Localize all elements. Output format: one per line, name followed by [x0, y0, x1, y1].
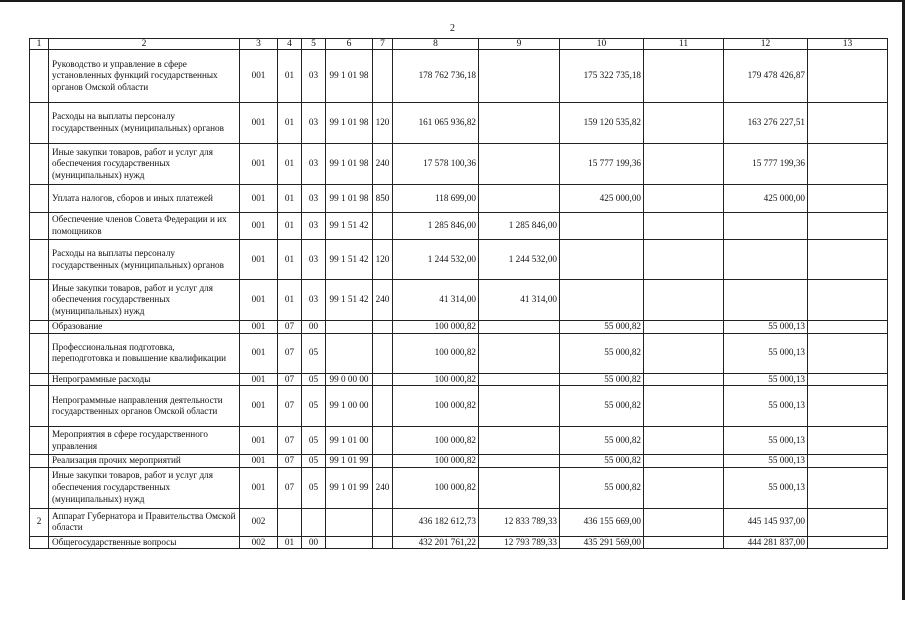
- expense-name-cell: Мероприятия в сфере государственного управления: [49, 427, 240, 455]
- header-cell: 9: [479, 39, 560, 50]
- subsection-code-cell: 03: [302, 240, 326, 280]
- amount-col11-cell: [644, 386, 724, 427]
- expense-type-cell: 240: [373, 144, 393, 185]
- row-number-cell: [30, 333, 49, 373]
- ministry-code-cell: 001: [240, 144, 278, 185]
- expense-name-cell: Общегосударственные вопросы: [49, 536, 240, 549]
- section-code-cell: [278, 508, 302, 536]
- amount-col8-cell: 178 762 736,18: [393, 50, 479, 103]
- section-code-cell: 07: [278, 333, 302, 373]
- row-number-cell: [30, 467, 49, 508]
- header-cell: 7: [373, 39, 393, 50]
- header-cell: 11: [644, 39, 724, 50]
- amount-col13-cell: [808, 536, 888, 549]
- table-row: [30, 280, 888, 321]
- amount-col10-cell: 55 000,82: [560, 386, 644, 427]
- ministry-code-cell: 001: [240, 103, 278, 144]
- subsection-code-cell: 05: [302, 427, 326, 455]
- expense-name-cell: Иные закупки товаров, работ и услуг для обеспечения государственных (муниципальных) нужд: [49, 280, 240, 321]
- amount-col8-cell: 17 578 100,36: [393, 144, 479, 185]
- header-cell: 8: [393, 39, 479, 50]
- amount-col10-cell: 55 000,82: [560, 455, 644, 468]
- expense-type-cell: [373, 50, 393, 103]
- row-number-cell: [30, 455, 49, 468]
- amount-col12-cell: 55 000,13: [724, 386, 808, 427]
- amount-col12-cell: 55 000,13: [724, 455, 808, 468]
- amount-col8-cell: 1 285 846,00: [393, 213, 479, 240]
- expense-type-cell: 120: [373, 103, 393, 144]
- amount-col9-cell: 1 244 532,00: [479, 240, 560, 280]
- amount-col11-cell: [644, 467, 724, 508]
- amount-col8-cell: 100 000,82: [393, 333, 479, 373]
- subsection-code-cell: 05: [302, 333, 326, 373]
- amount-col13-cell: [808, 213, 888, 240]
- amount-col10-cell: [560, 213, 644, 240]
- amount-col9-cell: [479, 50, 560, 103]
- subsection-code-cell: 05: [302, 455, 326, 468]
- expense-type-cell: [373, 386, 393, 427]
- amount-col10-cell: 425 000,00: [560, 185, 644, 213]
- subsection-code-cell: 03: [302, 185, 326, 213]
- header-cell: 10: [560, 39, 644, 50]
- expense-name-cell: Обеспечение членов Совета Федерации и их помощников: [49, 213, 240, 240]
- amount-col13-cell: [808, 240, 888, 280]
- target-article-cell: 99 1 01 98: [326, 144, 373, 185]
- amount-col11-cell: [644, 50, 724, 103]
- section-code-cell: 07: [278, 386, 302, 427]
- amount-col9-cell: [479, 103, 560, 144]
- expense-type-cell: [373, 333, 393, 373]
- amount-col13-cell: [808, 373, 888, 386]
- amount-col8-cell: 100 000,82: [393, 321, 479, 334]
- expense-type-cell: [373, 508, 393, 536]
- amount-col12-cell: 445 145 937,00: [724, 508, 808, 536]
- expense-type-cell: [373, 321, 393, 334]
- amount-col9-cell: [479, 427, 560, 455]
- section-code-cell: 01: [278, 103, 302, 144]
- expense-name-cell: Иные закупки товаров, работ и услуг для обеспечения государственных (муниципальных) нужд: [49, 144, 240, 185]
- ministry-code-cell: 001: [240, 427, 278, 455]
- amount-col11-cell: [644, 185, 724, 213]
- amount-col8-cell: 432 201 761,22: [393, 536, 479, 549]
- subsection-code-cell: 00: [302, 536, 326, 549]
- amount-col9-cell: [479, 467, 560, 508]
- subsection-code-cell: 05: [302, 386, 326, 427]
- table-row: [30, 508, 888, 536]
- amount-col11-cell: [644, 508, 724, 536]
- amount-col10-cell: 159 120 535,82: [560, 103, 644, 144]
- amount-col9-cell: 12 793 789,33: [479, 536, 560, 549]
- expense-type-cell: [373, 213, 393, 240]
- table-row: [30, 536, 888, 549]
- header-cell: 3: [240, 39, 278, 50]
- expense-name-cell: Непрограммные расходы: [49, 373, 240, 386]
- expense-type-cell: 240: [373, 280, 393, 321]
- amount-col13-cell: [808, 508, 888, 536]
- row-number-cell: [30, 386, 49, 427]
- amount-col11-cell: [644, 427, 724, 455]
- amount-col13-cell: [808, 455, 888, 468]
- amount-col12-cell: 55 000,13: [724, 373, 808, 386]
- amount-col11-cell: [644, 455, 724, 468]
- ministry-code-cell: 002: [240, 536, 278, 549]
- amount-col12-cell: [724, 280, 808, 321]
- amount-col9-cell: 1 285 846,00: [479, 213, 560, 240]
- amount-col11-cell: [644, 144, 724, 185]
- ministry-code-cell: 001: [240, 373, 278, 386]
- scan-border-top: [0, 0, 905, 2]
- ministry-code-cell: 001: [240, 280, 278, 321]
- row-number-cell: [30, 213, 49, 240]
- target-article-cell: 99 1 01 98: [326, 185, 373, 213]
- section-code-cell: 01: [278, 536, 302, 549]
- table-row: [30, 455, 888, 468]
- amount-col8-cell: 100 000,82: [393, 467, 479, 508]
- amount-col8-cell: 100 000,82: [393, 427, 479, 455]
- amount-col9-cell: [479, 373, 560, 386]
- amount-col11-cell: [644, 213, 724, 240]
- amount-col13-cell: [808, 50, 888, 103]
- amount-col10-cell: 55 000,82: [560, 333, 644, 373]
- table-row: [30, 333, 888, 373]
- amount-col10-cell: 55 000,82: [560, 373, 644, 386]
- section-code-cell: 01: [278, 185, 302, 213]
- amount-col8-cell: 100 000,82: [393, 386, 479, 427]
- amount-col12-cell: 55 000,13: [724, 467, 808, 508]
- table-row: [30, 144, 888, 185]
- target-article-cell: [326, 321, 373, 334]
- amount-col8-cell: 436 182 612,73: [393, 508, 479, 536]
- header-cell: 2: [49, 39, 240, 50]
- section-code-cell: 01: [278, 144, 302, 185]
- amount-col12-cell: [724, 240, 808, 280]
- subsection-code-cell: 03: [302, 50, 326, 103]
- amount-col8-cell: 41 314,00: [393, 280, 479, 321]
- amount-col12-cell: 55 000,13: [724, 321, 808, 334]
- amount-col8-cell: 118 699,00: [393, 185, 479, 213]
- table-row: [30, 427, 888, 455]
- amount-col8-cell: 161 065 936,82: [393, 103, 479, 144]
- table-row: [30, 321, 888, 334]
- amount-col10-cell: 55 000,82: [560, 427, 644, 455]
- row-number-cell: [30, 144, 49, 185]
- amount-col11-cell: [644, 280, 724, 321]
- ministry-code-cell: 002: [240, 508, 278, 536]
- target-article-cell: 99 1 51 42: [326, 240, 373, 280]
- table-row: [30, 373, 888, 386]
- header-cell: 13: [808, 39, 888, 50]
- amount-col12-cell: 425 000,00: [724, 185, 808, 213]
- target-article-cell: 99 1 01 00: [326, 427, 373, 455]
- table-row: [30, 103, 888, 144]
- table-row: [30, 50, 888, 103]
- subsection-code-cell: 03: [302, 144, 326, 185]
- ministry-code-cell: 001: [240, 185, 278, 213]
- section-code-cell: 01: [278, 50, 302, 103]
- subsection-code-cell: 00: [302, 321, 326, 334]
- amount-col10-cell: 15 777 199,36: [560, 144, 644, 185]
- row-number-cell: [30, 240, 49, 280]
- amount-col11-cell: [644, 321, 724, 334]
- expense-type-cell: 850: [373, 185, 393, 213]
- amount-col8-cell: 100 000,82: [393, 455, 479, 468]
- row-number-cell: 2: [30, 508, 49, 536]
- amount-col10-cell: 55 000,82: [560, 467, 644, 508]
- amount-col12-cell: 55 000,13: [724, 333, 808, 373]
- section-code-cell: 01: [278, 213, 302, 240]
- section-code-cell: 07: [278, 467, 302, 508]
- amount-col13-cell: [808, 280, 888, 321]
- row-number-cell: [30, 50, 49, 103]
- subsection-code-cell: 05: [302, 467, 326, 508]
- section-code-cell: 07: [278, 321, 302, 334]
- amount-col10-cell: 55 000,82: [560, 321, 644, 334]
- amount-col13-cell: [808, 427, 888, 455]
- expense-name-cell: Расходы на выплаты персоналу государственных (муниципальных) органов: [49, 103, 240, 144]
- expense-type-cell: [373, 455, 393, 468]
- row-number-cell: [30, 185, 49, 213]
- budget-table: [29, 38, 888, 549]
- section-code-cell: 07: [278, 373, 302, 386]
- amount-col9-cell: [479, 185, 560, 213]
- section-code-cell: 01: [278, 280, 302, 321]
- amount-col9-cell: 12 833 789,33: [479, 508, 560, 536]
- row-number-cell: [30, 280, 49, 321]
- expense-name-cell: Расходы на выплаты персоналу государственных (муниципальных) органов: [49, 240, 240, 280]
- expense-type-cell: [373, 536, 393, 549]
- subsection-code-cell: 03: [302, 213, 326, 240]
- amount-col9-cell: [479, 386, 560, 427]
- amount-col13-cell: [808, 144, 888, 185]
- row-number-cell: [30, 427, 49, 455]
- subsection-code-cell: 03: [302, 103, 326, 144]
- amount-col9-cell: [479, 333, 560, 373]
- amount-col13-cell: [808, 321, 888, 334]
- ministry-code-cell: 001: [240, 333, 278, 373]
- expense-type-cell: [373, 373, 393, 386]
- expense-name-cell: Образование: [49, 321, 240, 334]
- amount-col13-cell: [808, 333, 888, 373]
- section-code-cell: 07: [278, 455, 302, 468]
- amount-col11-cell: [644, 240, 724, 280]
- target-article-cell: [326, 333, 373, 373]
- expense-name-cell: Аппарат Губернатора и Правительства Омской области: [49, 508, 240, 536]
- amount-col13-cell: [808, 185, 888, 213]
- amount-col13-cell: [808, 467, 888, 508]
- target-article-cell: 99 1 51 42: [326, 213, 373, 240]
- table-row: [30, 467, 888, 508]
- amount-col10-cell: 175 322 735,18: [560, 50, 644, 103]
- page-number: 2: [450, 23, 455, 34]
- ministry-code-cell: 001: [240, 321, 278, 334]
- section-code-cell: 07: [278, 427, 302, 455]
- ministry-code-cell: 001: [240, 50, 278, 103]
- target-article-cell: 99 1 01 99: [326, 467, 373, 508]
- amount-col10-cell: [560, 280, 644, 321]
- expense-name-cell: Иные закупки товаров, работ и услуг для обеспечения государственных (муниципальных) нужд: [49, 467, 240, 508]
- amount-col12-cell: [724, 213, 808, 240]
- amount-col11-cell: [644, 103, 724, 144]
- amount-col13-cell: [808, 103, 888, 144]
- amount-col10-cell: 435 291 569,00: [560, 536, 644, 549]
- row-number-cell: [30, 103, 49, 144]
- ministry-code-cell: 001: [240, 213, 278, 240]
- amount-col9-cell: [479, 455, 560, 468]
- ministry-code-cell: 001: [240, 240, 278, 280]
- ministry-code-cell: 001: [240, 386, 278, 427]
- ministry-code-cell: 001: [240, 467, 278, 508]
- amount-col12-cell: 15 777 199,36: [724, 144, 808, 185]
- table-row: [30, 386, 888, 427]
- expense-name-cell: Реализация прочих мероприятий: [49, 455, 240, 468]
- amount-col12-cell: 444 281 837,00: [724, 536, 808, 549]
- target-article-cell: 99 1 51 42: [326, 280, 373, 321]
- expense-type-cell: 120: [373, 240, 393, 280]
- target-article-cell: 99 1 00 00: [326, 386, 373, 427]
- subsection-code-cell: 03: [302, 280, 326, 321]
- section-code-cell: 01: [278, 240, 302, 280]
- subsection-code-cell: [302, 508, 326, 536]
- row-number-cell: [30, 373, 49, 386]
- amount-col11-cell: [644, 333, 724, 373]
- target-article-cell: 99 1 01 99: [326, 455, 373, 468]
- amount-col12-cell: 179 478 426,87: [724, 50, 808, 103]
- target-article-cell: 99 1 01 98: [326, 50, 373, 103]
- amount-col12-cell: 163 276 227,51: [724, 103, 808, 144]
- amount-col8-cell: 100 000,82: [393, 373, 479, 386]
- expense-type-cell: [373, 427, 393, 455]
- table-row: [30, 185, 888, 213]
- expense-name-cell: Непрограммные направления деятельности государственных органов Омской области: [49, 386, 240, 427]
- header-cell: 6: [326, 39, 373, 50]
- ministry-code-cell: 001: [240, 455, 278, 468]
- expense-name-cell: Руководство и управление в сфере установленных функций государственных органов Омской области: [49, 50, 240, 103]
- amount-col10-cell: 436 155 669,00: [560, 508, 644, 536]
- expense-name-cell: Профессиональная подготовка, переподготовка и повышение квалификации: [49, 333, 240, 373]
- table-row: [30, 213, 888, 240]
- header-cell: 5: [302, 39, 326, 50]
- header-cell: 4: [278, 39, 302, 50]
- target-article-cell: 99 1 01 98: [326, 103, 373, 144]
- amount-col11-cell: [644, 373, 724, 386]
- amount-col13-cell: [808, 386, 888, 427]
- header-cell: 1: [30, 39, 49, 50]
- amount-col9-cell: 41 314,00: [479, 280, 560, 321]
- column-number-row: [30, 39, 888, 50]
- expense-type-cell: 240: [373, 467, 393, 508]
- subsection-code-cell: 05: [302, 373, 326, 386]
- amount-col9-cell: [479, 144, 560, 185]
- row-number-cell: [30, 321, 49, 334]
- target-article-cell: [326, 508, 373, 536]
- amount-col8-cell: 1 244 532,00: [393, 240, 479, 280]
- table-row: [30, 240, 888, 280]
- target-article-cell: [326, 536, 373, 549]
- amount-col11-cell: [644, 536, 724, 549]
- row-number-cell: [30, 536, 49, 549]
- expense-name-cell: Уплата налогов, сборов и иных платежей: [49, 185, 240, 213]
- amount-col9-cell: [479, 321, 560, 334]
- amount-col12-cell: 55 000,13: [724, 427, 808, 455]
- header-cell: 12: [724, 39, 808, 50]
- amount-col10-cell: [560, 240, 644, 280]
- target-article-cell: 99 0 00 00: [326, 373, 373, 386]
